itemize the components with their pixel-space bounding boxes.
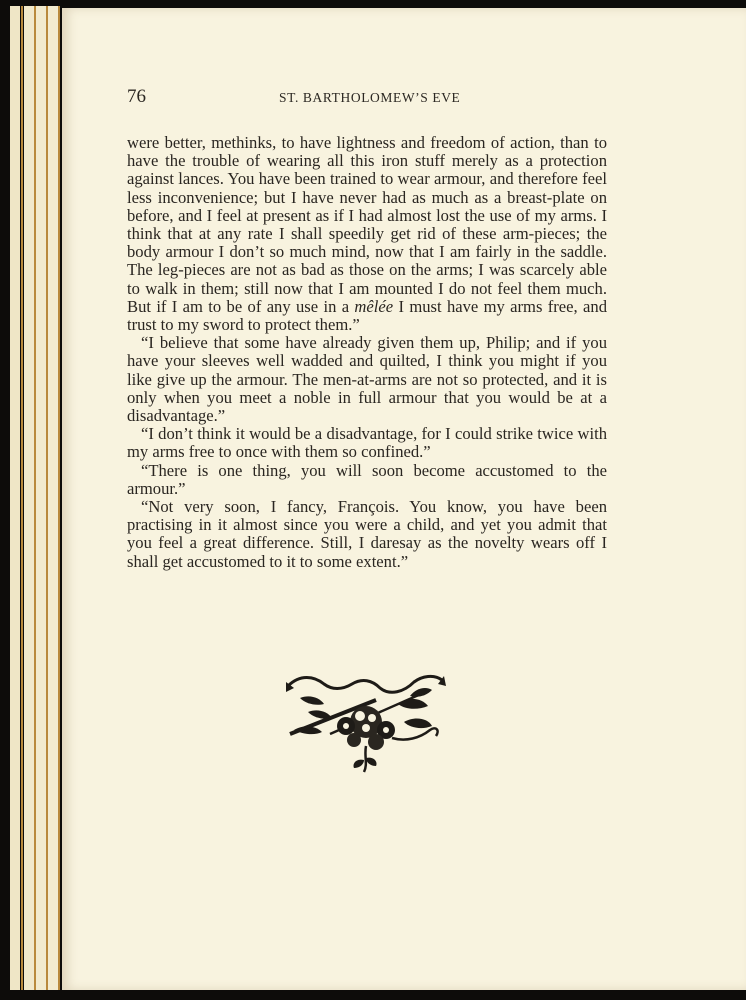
paragraph: “I don’t think it would be a disadvantage, for I could strike twice with my arms free to once with them so confined.” — [127, 424, 607, 462]
paragraph: “I believe that some have already given them up, Philip; and if you have your sleeves well wadded and quilted, I think you might if you like give up the armour. The men-at-arms are not so protected, and it is only when you meet a noble in full armour that you would be at a disadvantage.” — [127, 333, 607, 426]
paragraph: “Not very soon, I fancy, François. You know, you have been practising in it almost since you were a child, and yet you admit that you feel a great difference. Still, I daresay as the novelty wears off I shall get accustomed to it to some extent.” — [127, 497, 607, 571]
running-head: ST. BARTHOLOMEW’S EVE — [279, 90, 461, 105]
page-edge — [10, 6, 20, 990]
italic-word: mêlée — [354, 296, 394, 316]
paragraph-text: were better, methinks, to have lightness and freedom of action, than to have the trouble of wearing all this iron stuff merely as a protection against lances. You have been trained to wear armour, and therefore feel less inconvenience; but I have never had as much as a breast-plate on before, and I feel at present as if I had almost lost the use of my arms. I think that at any rate I shall speedily get rid of these arm-pieces; the body armour I don’t so much mind, now that I am fairly in the saddle. The leg-pieces are not as bad as those on the arms; I was scarcely able to walk in them; still now that I am mounted I do not feel them much. But if I am to be of any use in a — [127, 133, 607, 316]
paragraph-text: I must have my arms free, and trust to my sword to protect them.” — [127, 296, 607, 335]
page-edge — [24, 6, 34, 990]
page-body — [127, 134, 607, 571]
gilt-edge-line — [21, 6, 23, 990]
paragraph: “There is one thing, you will soon become accustomed to the armour.” — [127, 460, 607, 498]
floral-tailpiece-icon — [280, 668, 450, 778]
page-number: 76 — [127, 86, 146, 107]
paragraph — [127, 134, 607, 334]
page-header — [127, 86, 607, 110]
page-edge — [36, 6, 46, 990]
gilt-edge-line — [58, 6, 60, 990]
